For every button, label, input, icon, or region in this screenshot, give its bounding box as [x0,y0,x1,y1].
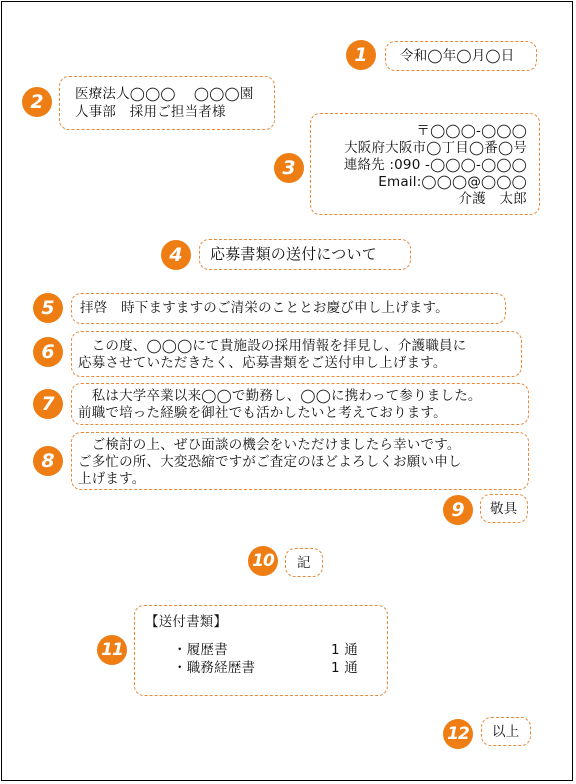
marker-12: 12 [443,719,473,749]
sender-postal: 〒◯◯◯-◯◯◯ [416,123,527,139]
paragraph-1-line-2: 応募させていただきたく、応募書類をご送付申し上げます。 [78,355,447,371]
paragraph-3-line-1: ご検討の上、ぜひ面談の機会をいただけましたら幸いです。 [78,437,461,453]
date-text: 令和◯年◯月◯日 [400,48,515,64]
paragraph-3-box [71,432,529,490]
marker-8: 8 [33,446,63,476]
paragraph-3-line-3: 上げます。 [78,471,146,487]
subject-box [199,239,411,270]
marker-7: 7 [33,389,63,419]
greeting-text: 拝啓 時下ますますのご清栄のこととお慶び申し上げます。 [80,300,449,316]
ki-box [285,548,323,577]
marker-5: 5 [33,293,63,323]
recipient-line-2: 人事部 採用ご担当者様 [75,104,226,120]
sender-name: 介護 太郎 [458,191,527,207]
greeting-box [71,293,506,324]
paragraph-2-line-1: 私は大学卒業以来◯◯で勤務し、◯◯に携わって参りました。 [78,388,482,404]
marker-2: 2 [22,87,52,117]
marker-4: 4 [161,240,191,270]
enclosure-item-2-qty: 1 通 [331,660,358,676]
sender-email: Email:◯◯◯@◯◯◯ [378,174,527,190]
paragraph-3-line-2: ご多忙の所、大変恐縮ですがご査定のほどよろしくお願い申し [78,454,462,470]
enclosure-box [134,605,388,696]
subject-text: 応募書類の送付について [210,245,377,263]
sender-phone: 連絡先 :090 -◯◯◯-◯◯◯ [343,157,527,173]
enclosure-item-1-name: ・履歴書 [173,642,228,658]
paragraph-2-line-2: 前職で培った経験を御社でも活かしたいと考えております。 [78,405,447,421]
marker-3: 3 [274,153,304,183]
enclosure-item-1-qty: 1 通 [331,642,358,658]
date-box [385,41,537,71]
closing-box [480,494,528,523]
marker-11: 11 [97,635,127,665]
closing-text: 敬具 [490,501,518,517]
end-box [481,717,531,746]
paragraph-2-box [71,383,529,425]
marker-9: 9 [443,495,473,525]
recipient-line-1: 医療法人◯◯◯ ◯◯◯園 [75,86,254,102]
paragraph-1-line-1: この度、◯◯◯にて貴施設の採用情報を拝見し、介護職員に [78,338,467,354]
enclosure-heading: 【送付書類】 [145,614,228,630]
marker-10: 10 [248,546,278,576]
end-text: 以上 [492,724,520,740]
marker-1: 1 [346,40,376,70]
sender-address: 大阪府大阪市◯丁目◯番◯号 [344,140,527,156]
ki-text: 記 [297,555,311,571]
sender-box [310,113,540,215]
recipient-box [59,76,275,130]
paragraph-1-box [71,331,522,377]
marker-6: 6 [33,337,63,367]
enclosure-item-2-name: ・職務経歴書 [173,660,256,676]
